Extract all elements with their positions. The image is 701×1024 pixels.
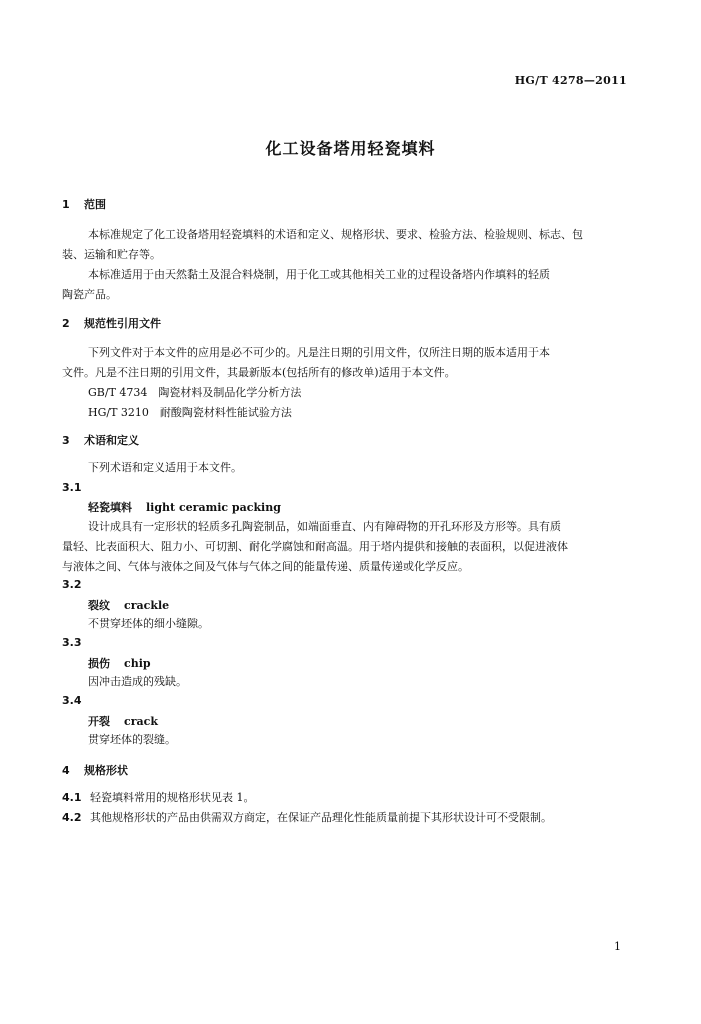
section-title: 术语和定义: [84, 434, 139, 447]
clause-number: 4.1: [62, 791, 82, 804]
term-chinese: 轻瓷填料: [88, 501, 132, 514]
term-chinese: 开裂: [88, 715, 110, 728]
term-english: crackle: [124, 599, 170, 612]
paragraph-line: 下列术语和定义适用于本文件。: [88, 461, 242, 474]
term-heading: [88, 597, 169, 613]
term-heading: [88, 655, 151, 671]
section-number: 2: [62, 317, 70, 330]
term-heading: [88, 713, 158, 729]
term-english: crack: [124, 715, 158, 728]
document-title: 化工设备塔用轻瓷填料: [265, 139, 436, 158]
paragraph-line: 陶瓷产品。: [62, 288, 117, 301]
section-number: 1: [62, 198, 70, 211]
clause-number: 4.2: [62, 811, 82, 824]
normative-reference: HG/T 3210 耐酸陶瓷材料性能试验方法: [88, 406, 292, 419]
section-heading-1: [62, 196, 106, 212]
section-title: 范围: [84, 198, 106, 211]
definition-line: 贯穿坯体的裂缝。: [88, 733, 176, 746]
clause-item: [62, 788, 255, 809]
definition-line: 因冲击造成的残缺。: [88, 675, 187, 688]
section-number: 4: [62, 764, 70, 777]
paragraph-line: 本标准适用于由天然黏土及混合料烧制，用于化工或其他相关工业的过程设备塔内作填料的轻质: [88, 268, 550, 281]
clause-text: 其他规格形状的产品由供需双方商定，在保证产品理化性能质量前提下其形状设计可不受限制。: [90, 811, 552, 824]
term-number: 3.4: [62, 694, 82, 707]
term-chinese: 损伤: [88, 657, 110, 670]
paragraph-line: 装、运输和贮存等。: [62, 248, 161, 261]
paragraph-line: 下列文件对于本文件的应用是必不可少的。凡是注日期的引用文件，仅所注日期的版本适用于本: [88, 346, 550, 359]
definition-line: 量轻、比表面积大、阻力小、可切割、耐化学腐蚀和耐高温。用于塔内提供和接触的表面积，以促进液体: [62, 540, 568, 553]
section-heading-3: [62, 432, 139, 448]
term-heading: [88, 499, 281, 515]
term-number: 3.3: [62, 636, 82, 649]
page-number: 1: [614, 940, 621, 953]
definition-line: 设计成具有一定形状的轻质多孔陶瓷制品，如端面垂直、内有障碍物的开孔环形及方形等。具有质: [88, 520, 561, 533]
term-chinese: 裂纹: [88, 599, 110, 612]
section-heading-2: [62, 315, 161, 331]
paragraph-line: 本标准规定了化工设备塔用轻瓷填料的术语和定义、规格形状、要求、检验方法、检验规则、标志、包: [88, 228, 583, 241]
section-heading-4: [62, 762, 128, 778]
normative-reference: GB/T 4734 陶瓷材料及制品化学分析方法: [88, 386, 302, 399]
section-title: 规格形状: [84, 764, 128, 777]
standard-number: HG/T 4278—2011: [514, 74, 627, 87]
term-english: light ceramic packing: [146, 501, 281, 514]
section-number: 3: [62, 434, 70, 447]
term-english: chip: [124, 657, 151, 670]
definition-line: 与液体之间、气体与液体之间及气体与气体之间的能量传递、质量传递或化学反应。: [62, 560, 469, 573]
definition-line: 不贯穿坯体的细小缝隙。: [88, 617, 209, 630]
term-number: 3.2: [62, 578, 82, 591]
section-title: 规范性引用文件: [84, 317, 161, 330]
clause-text: 轻瓷填料常用的规格形状见表 1。: [90, 791, 255, 804]
paragraph-line: 文件。凡是不注日期的引用文件，其最新版本(包括所有的修改单)适用于本文件。: [62, 366, 456, 379]
term-number: 3.1: [62, 481, 82, 494]
clause-item: [62, 808, 552, 829]
